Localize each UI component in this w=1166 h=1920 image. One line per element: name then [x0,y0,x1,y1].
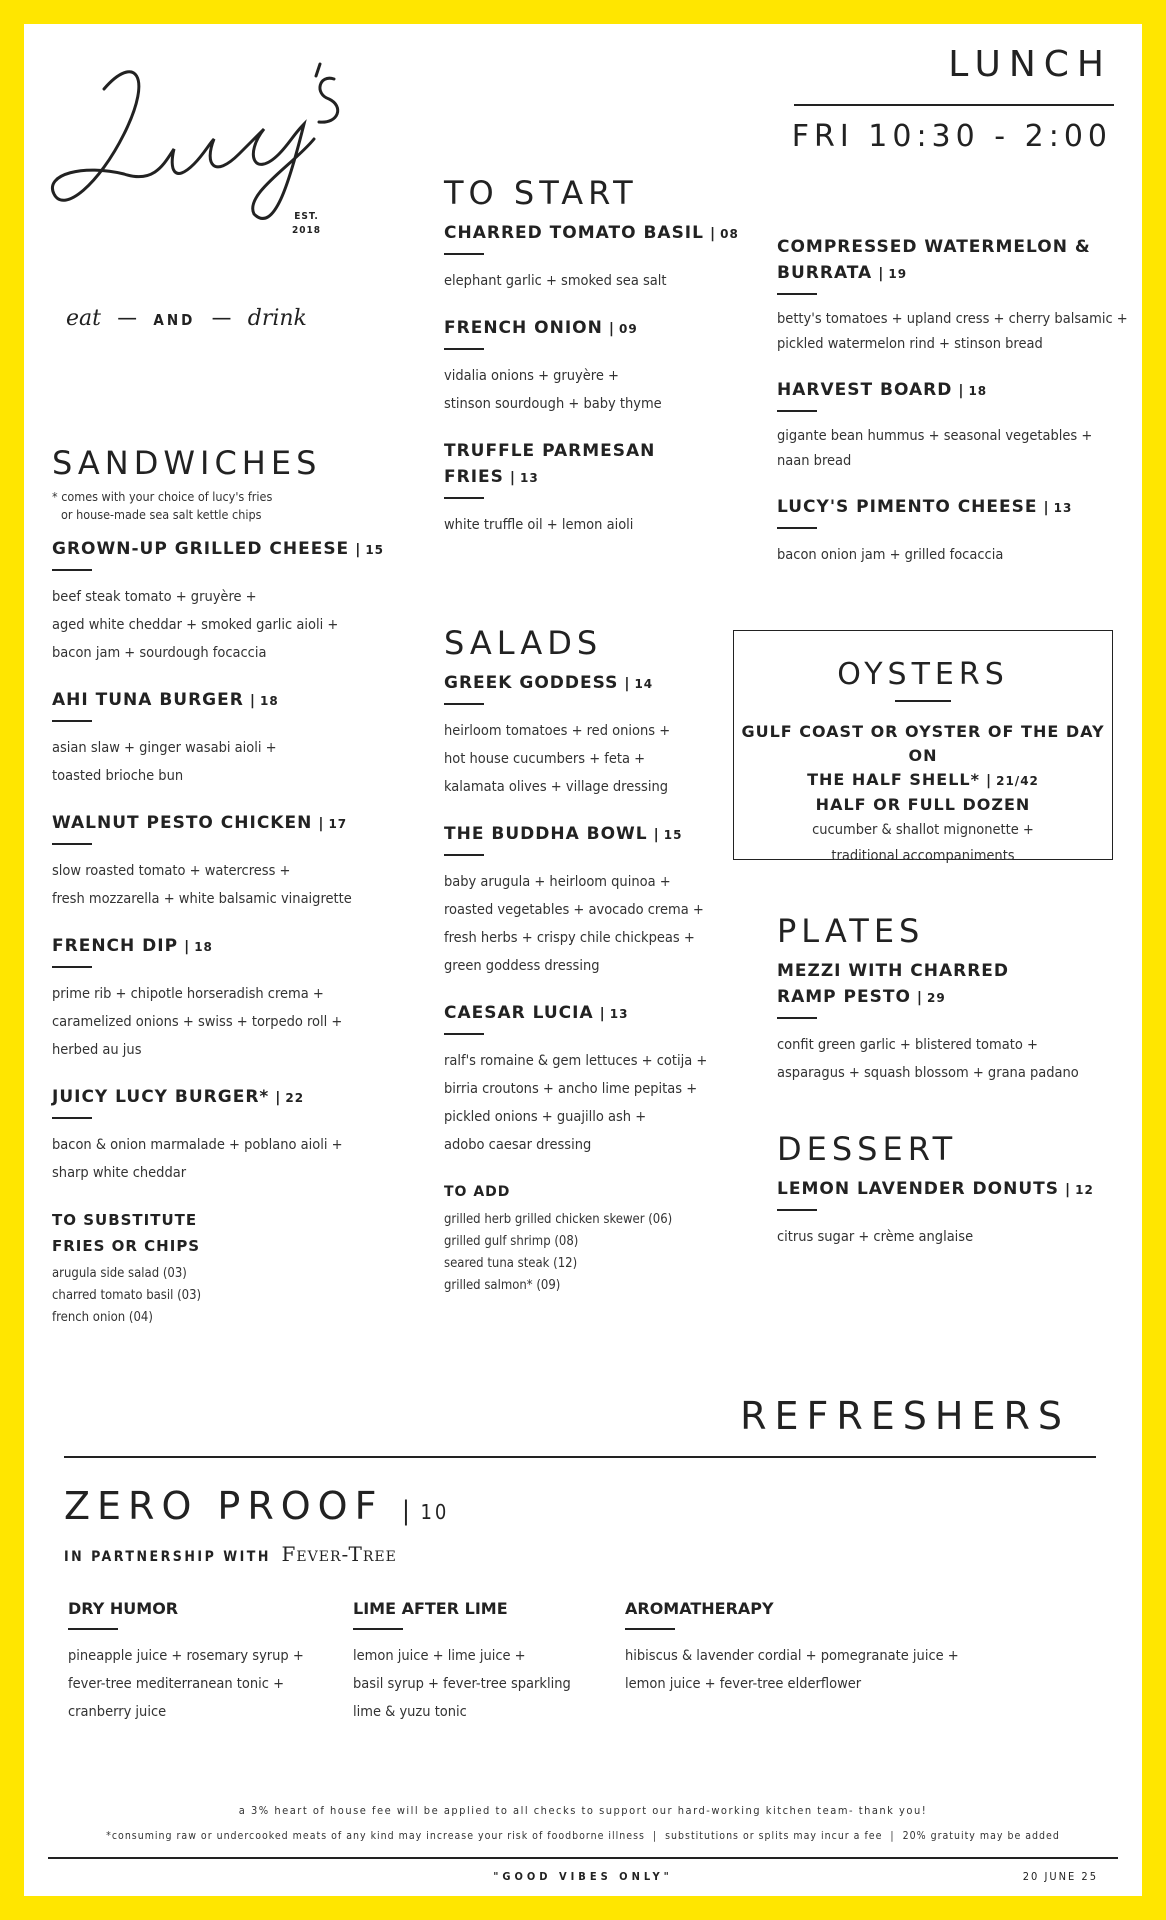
item-price: 18 [968,384,988,398]
oysters-line2: THE HALF SHELL* [807,769,980,789]
item-name: TRUFFLE PARMESAN FRIES [444,441,656,487]
item-name: GREEK GODDESS [444,673,619,693]
item-price: 22 [285,1091,305,1105]
item-desc: asian slaw + ginger wasabi aioli + [52,740,277,756]
refreshers-divider [64,1456,1096,1458]
menu-item: CHARRED TOMATO BASIL | 08 elephant garlic + smoked sea salt [444,220,744,295]
item-name: CAESAR LUCIA [444,1003,594,1023]
menu-item: FRENCH DIP | 18 prime rib + chipotle horseradish crema + caramelized onions + swiss + torpedo roll + herbed au jus [52,933,422,1064]
item-desc: naan bread [777,453,852,469]
oysters-price: 21/42 [996,773,1039,788]
item-desc: asparagus + squash blossom + grana padano [777,1065,1079,1081]
item-price: 13 [520,471,539,485]
item-desc: ralf's romaine & gem lettuces + cotija + [444,1053,708,1069]
partnership-brand: Fever-Tree [281,1542,397,1566]
menu-item: WALNUT PESTO CHICKEN | 17 slow roasted tomato + watercress + fresh mozzarella + white balsamic vinaigrette [52,810,422,913]
item-price: 29 [927,991,946,1005]
item-price: 09 [618,322,638,336]
drink-name: DRY HUMOR [68,1599,179,1618]
item-name: LUCY'S PIMENTO CHEESE [777,497,1038,517]
drink-item [68,1596,338,1726]
slogan: "GOOD VIBES ONLY" [493,1870,673,1883]
item-name: HARVEST BOARD [777,380,953,400]
oysters-line3: HALF OR FULL DOZEN [815,794,1031,814]
menu-item: LUCY'S PIMENTO CHEESE | 13 bacon onion jam + grilled focaccia [777,494,1137,569]
item-desc: gigante bean hummus + seasonal vegetables + [777,428,1093,444]
item-price: 15 [365,543,385,557]
menu-hours: FRI 10:30 - 2:00 [791,119,1112,154]
drink-desc: fever-tree mediterranean tonic + [68,1676,285,1692]
item-name: MEZZI WITH CHARRED [777,961,1010,981]
item-desc: sharp white cheddar [52,1165,187,1181]
plates-section [777,912,1127,1107]
oysters-title: OYSTERS [837,657,1009,692]
menu-title: LUNCH [948,44,1112,85]
menu-item: CAESAR LUCIA | 13 ralf's romaine & gem lettuces + cotija + birria croutons + ancho lime pepitas + pickled onions + guajillo ash + adobo caesar dressing [444,1000,764,1159]
item-price: 15 [663,828,683,842]
partnership-prefix: IN PARTNERSHIP WITH [64,1549,271,1565]
menu-date: 20 JUNE 25 [1022,1870,1098,1883]
item-desc: confit green garlic + blistered tomato + [777,1037,1038,1053]
drink-desc: lime & yuzu tonic [353,1704,467,1720]
oysters-desc: cucumber & shallot mignonette + [812,821,1034,838]
logo [44,44,364,344]
refreshers-title: REFRESHERS [740,1394,1070,1438]
item-desc: green goddess dressing [444,958,600,974]
item-price: 12 [1075,1183,1094,1197]
item-desc: pickled onions + guajillo ash + [444,1109,647,1125]
tagline-drink: drink [247,306,307,331]
menu-page [24,24,1142,1896]
item-desc: white truffle oil + lemon aioli [444,517,634,533]
to-add-item: grilled herb grilled chicken skewer (06) [444,1212,673,1227]
item-price: 14 [634,677,654,691]
item-desc: fresh mozzarella + white balsamic vinaigrette [52,891,352,907]
menu-item: FRENCH ONION | 09 vidalia onions + gruyère + stinson sourdough + baby thyme [444,315,744,418]
drink-desc: lemon juice + lime juice + [353,1648,526,1664]
item-desc: bacon jam + sourdough focaccia [52,645,267,661]
sandwiches-section [52,444,422,1329]
substitute-item: french onion (04) [52,1310,153,1325]
fee-note: a 3% heart of house fee will be applied to all checks to support our hard-working kitchen team- thank you! [238,1804,928,1817]
item-desc: bacon onion jam + grilled focaccia [777,547,1004,563]
menu-item: JUICY LUCY BURGER* | 22 bacon & onion marmalade + poblano aioli + sharp white cheddar [52,1084,422,1187]
title-divider [794,104,1114,106]
sandwiches-title: SANDWICHES [52,444,322,482]
item-desc: bacon & onion marmalade + poblano aioli + [52,1137,343,1153]
oysters-desc: traditional accompaniments [831,847,1015,864]
item-name: GROWN-UP GRILLED CHEESE [52,539,350,559]
item-name: WALNUT PESTO CHICKEN [52,813,313,833]
item-desc: fresh herbs + crispy chile chickpeas + [444,930,695,946]
item-name: JUICY LUCY BURGER* [52,1087,270,1107]
item-name: FRENCH ONION [444,318,603,338]
item-name: CHARRED TOMATO BASIL [444,223,704,243]
item-desc: baby arugula + heirloom quinoa + [444,874,671,890]
item-desc: betty's tomatoes + upland cress + cherry balsamic + [777,311,1128,327]
zero-proof-heading: ZERO PROOF | 10 [64,1484,450,1528]
item-name-line2: BURRATA [777,263,873,283]
menu-item: HARVEST BOARD | 18 gigante bean hummus + seasonal vegetables + naan bread [777,377,1137,474]
disclaimer: *consuming raw or undercooked meats of any kind may increase your risk of foodborne illness | substitutions or splits may incur a fee | 20% gratuity may be added [106,1830,1060,1842]
item-price: 13 [609,1007,629,1021]
footer-divider [48,1857,1118,1859]
item-name: THE BUDDHA BOWL [444,824,648,844]
est-label: EST. [294,211,319,222]
zero-proof-title: ZERO PROOF [64,1484,384,1528]
est-year: 2018 [292,225,322,236]
item-price: 08 [720,227,739,241]
substitute-item: charred tomato basil (03) [52,1288,202,1303]
menu-item: LEMON LAVENDER DONUTS | 12 citrus sugar + crème anglaise [777,1176,1127,1251]
drink-desc: basil syrup + fever-tree sparkling [353,1676,571,1692]
item-name: COMPRESSED WATERMELON & [777,237,1091,257]
drink-item [353,1596,623,1726]
partnership-line [64,1542,397,1566]
substitute-item: arugula side salad (03) [52,1266,187,1281]
item-name: FRENCH DIP [52,936,179,956]
sandwiches-note: * comes with your choice of lucy's fries [52,489,273,504]
to-add-item: grilled gulf shrimp (08) [444,1234,579,1249]
item-name-line2: RAMP PESTO [777,987,911,1007]
to-add-title: TO ADD [444,1184,511,1200]
oysters-line1: GULF COAST OR OYSTER OF THE DAY ON [741,721,1105,765]
item-price: 17 [328,817,348,831]
drink-desc: hibiscus & lavender cordial + pomegranate juice + [625,1648,959,1664]
item-desc: herbed au jus [52,1042,142,1058]
menu-item: COMPRESSED WATERMELON & BURRATA | 19 betty's tomatoes + upland cress + cherry balsamic + pickled watermelon rind + stinson bread [777,234,1137,357]
item-desc: hot house cucumbers + feta + [444,751,646,767]
oysters-box: OYSTERS GULF COAST OR OYSTER OF THE DAY ON THE HALF SHELL* | 21/42 HALF OR FULL DOZEN cucumber & shallot mignonette + traditional accompaniments [733,630,1113,860]
to-start-section [444,174,744,559]
item-desc: vidalia onions + gruyère + [444,368,619,384]
tagline-and: AND [153,311,196,329]
menu-item: THE BUDDHA BOWL | 15 baby arugula + heirloom quinoa + roasted vegetables + avocado crema + fresh herbs + crispy chile chickpeas + green goddess dressing [444,821,764,980]
dessert-section [777,1130,1127,1271]
item-desc: heirloom tomatoes + red onions + [444,723,671,739]
salads-section [444,624,764,1297]
drink-desc: lemon juice + fever-tree elderflower [625,1676,862,1692]
item-price: 19 [888,267,908,281]
menu-item: GROWN-UP GRILLED CHEESE | 15 beef steak tomato + gruyère + aged white cheddar + smoked garlic aioli + bacon jam + sourdough focaccia [52,536,422,667]
drink-desc: pineapple juice + rosemary syrup + [68,1648,304,1664]
substitute-title: TO SUBSTITUTE [52,1211,198,1229]
to-add-item: seared tuna steak (12) [444,1256,578,1271]
plates-title: PLATES [777,912,925,950]
tagline-eat: eat [66,306,101,331]
to-start-title: TO START [444,174,638,212]
item-desc: stinson sourdough + baby thyme [444,396,662,412]
menu-item: GREEK GODDESS | 14 heirloom tomatoes + red onions + hot house cucumbers + feta + kalamata olives + village dressing [444,670,764,801]
drink-name: LIME AFTER LIME [353,1599,508,1618]
item-name: AHI TUNA BURGER [52,690,244,710]
item-desc: prime rib + chipotle horseradish crema + [52,986,324,1002]
item-desc: citrus sugar + crème anglaise [777,1229,974,1245]
salads-title: SALADS [444,624,603,662]
item-price: 18 [259,694,279,708]
to-add-item: grilled salmon* (09) [444,1278,561,1293]
item-desc: slow roasted tomato + watercress + [52,863,291,879]
item-desc: roasted vegetables + avocado crema + [444,902,704,918]
menu-item: TRUFFLE PARMESAN FRIES | 13 white truffle oil + lemon aioli [444,438,744,539]
drink-name: AROMATHERAPY [625,1599,774,1618]
item-desc: beef steak tomato + gruyère + [52,589,257,605]
item-name: LEMON LAVENDER DONUTS [777,1179,1059,1199]
drink-item [625,1596,1025,1698]
item-desc: pickled watermelon rind + stinson bread [777,336,1043,352]
dessert-title: DESSERT [777,1130,958,1168]
sandwiches-note: or house-made sea salt kettle chips [61,507,262,522]
drink-desc: cranberry juice [68,1704,167,1720]
item-desc: aged white cheddar + smoked garlic aioli + [52,617,339,633]
item-price: 18 [194,940,213,954]
item-price: 13 [1053,501,1073,515]
item-desc: adobo caesar dressing [444,1137,592,1153]
menu-item: MEZZI WITH CHARRED RAMP PESTO | 29 confit green garlic + blistered tomato + asparagus + squash blossom + grana padano [777,958,1127,1087]
item-desc: kalamata olives + village dressing [444,779,669,795]
item-desc: toasted brioche bun [52,768,184,784]
menu-item: AHI TUNA BURGER | 18 asian slaw + ginger wasabi aioli + toasted brioche bun [52,687,422,790]
starters-right-section [777,234,1137,589]
tagline: eat — AND — drink [66,306,307,331]
item-desc: elephant garlic + smoked sea salt [444,273,667,289]
zero-proof-price: 10 [420,1500,450,1524]
item-desc: birria croutons + ancho lime pepitas + [444,1081,698,1097]
substitute-title: FRIES OR CHIPS [52,1237,201,1255]
item-desc: caramelized onions + swiss + torpedo roll + [52,1014,343,1030]
